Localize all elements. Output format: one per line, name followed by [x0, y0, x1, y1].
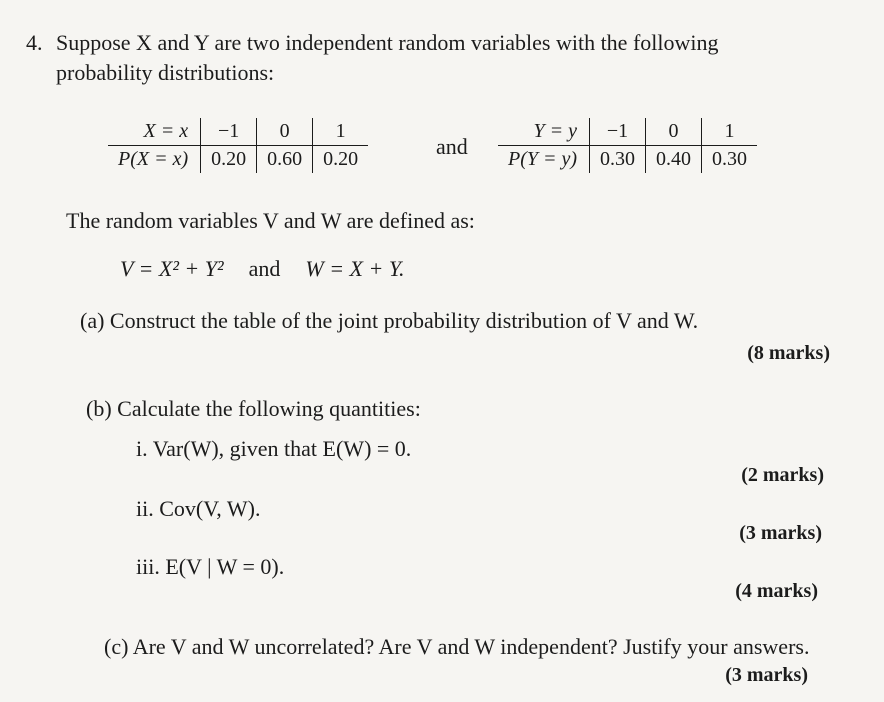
- part-c-marks: (3 marks): [725, 664, 808, 686]
- part-a-text: (a) Construct the table of the joint probability distribution of V and W.: [80, 308, 699, 333]
- distribution-table-y: [498, 118, 757, 173]
- equation-line: [120, 256, 405, 282]
- part-b-i-text: i. Var(W), given that E(W) = 0.: [136, 436, 412, 461]
- definition-text: The random variables V and W are defined as:: [66, 208, 475, 233]
- equation-and-word: and: [248, 256, 281, 281]
- table-x-value-3: 1: [313, 118, 369, 146]
- distribution-table-x: [108, 118, 368, 173]
- part-b-i-marks: (2 marks): [741, 464, 824, 486]
- table-y-prob-2: 0.40: [646, 146, 702, 174]
- table-y-prob-label: P(Y = y): [508, 148, 578, 170]
- part-b-text: (b) Calculate the following quantities:: [86, 396, 421, 421]
- equation-w-definition: W = X + Y.: [305, 256, 405, 281]
- table-y-header-label: Y = y: [498, 118, 590, 146]
- question-intro-line1: Suppose X and Y are two independent random variables with the following: [56, 30, 719, 55]
- table-x-prob-3: 0.20: [313, 146, 369, 174]
- part-b-ii-text: ii. Cov(V, W).: [136, 496, 261, 521]
- question-number: 4.: [26, 30, 43, 55]
- table-y-value-2: 0: [646, 118, 702, 146]
- tables-and-word: and: [436, 134, 468, 159]
- table-x-header-label: X = x: [108, 118, 201, 146]
- part-b-iii-text: iii. E(V | W = 0).: [136, 554, 285, 579]
- table-y-value-3: 1: [702, 118, 758, 146]
- part-a-marks: (8 marks): [747, 342, 830, 364]
- part-b-ii-marks: (3 marks): [739, 522, 822, 544]
- table-x-value-1: −1: [201, 118, 257, 146]
- question-intro-line2: probability distributions:: [56, 60, 275, 85]
- table-x-prob-1: 0.20: [201, 146, 257, 174]
- table-x-prob-label: P(X = x): [118, 148, 189, 170]
- table-x-value-2: 0: [257, 118, 313, 146]
- table-y-prob-1: 0.30: [590, 146, 646, 174]
- part-b-iii-marks: (4 marks): [735, 580, 818, 602]
- equation-v-definition: V = X² + Y²: [120, 256, 224, 281]
- table-y-value-1: −1: [590, 118, 646, 146]
- table-y-prob-3: 0.30: [702, 146, 758, 174]
- table-x-prob-2: 0.60: [257, 146, 313, 174]
- part-c-text: (c) Are V and W uncorrelated? Are V and W independent? Justify your answers.: [104, 634, 810, 659]
